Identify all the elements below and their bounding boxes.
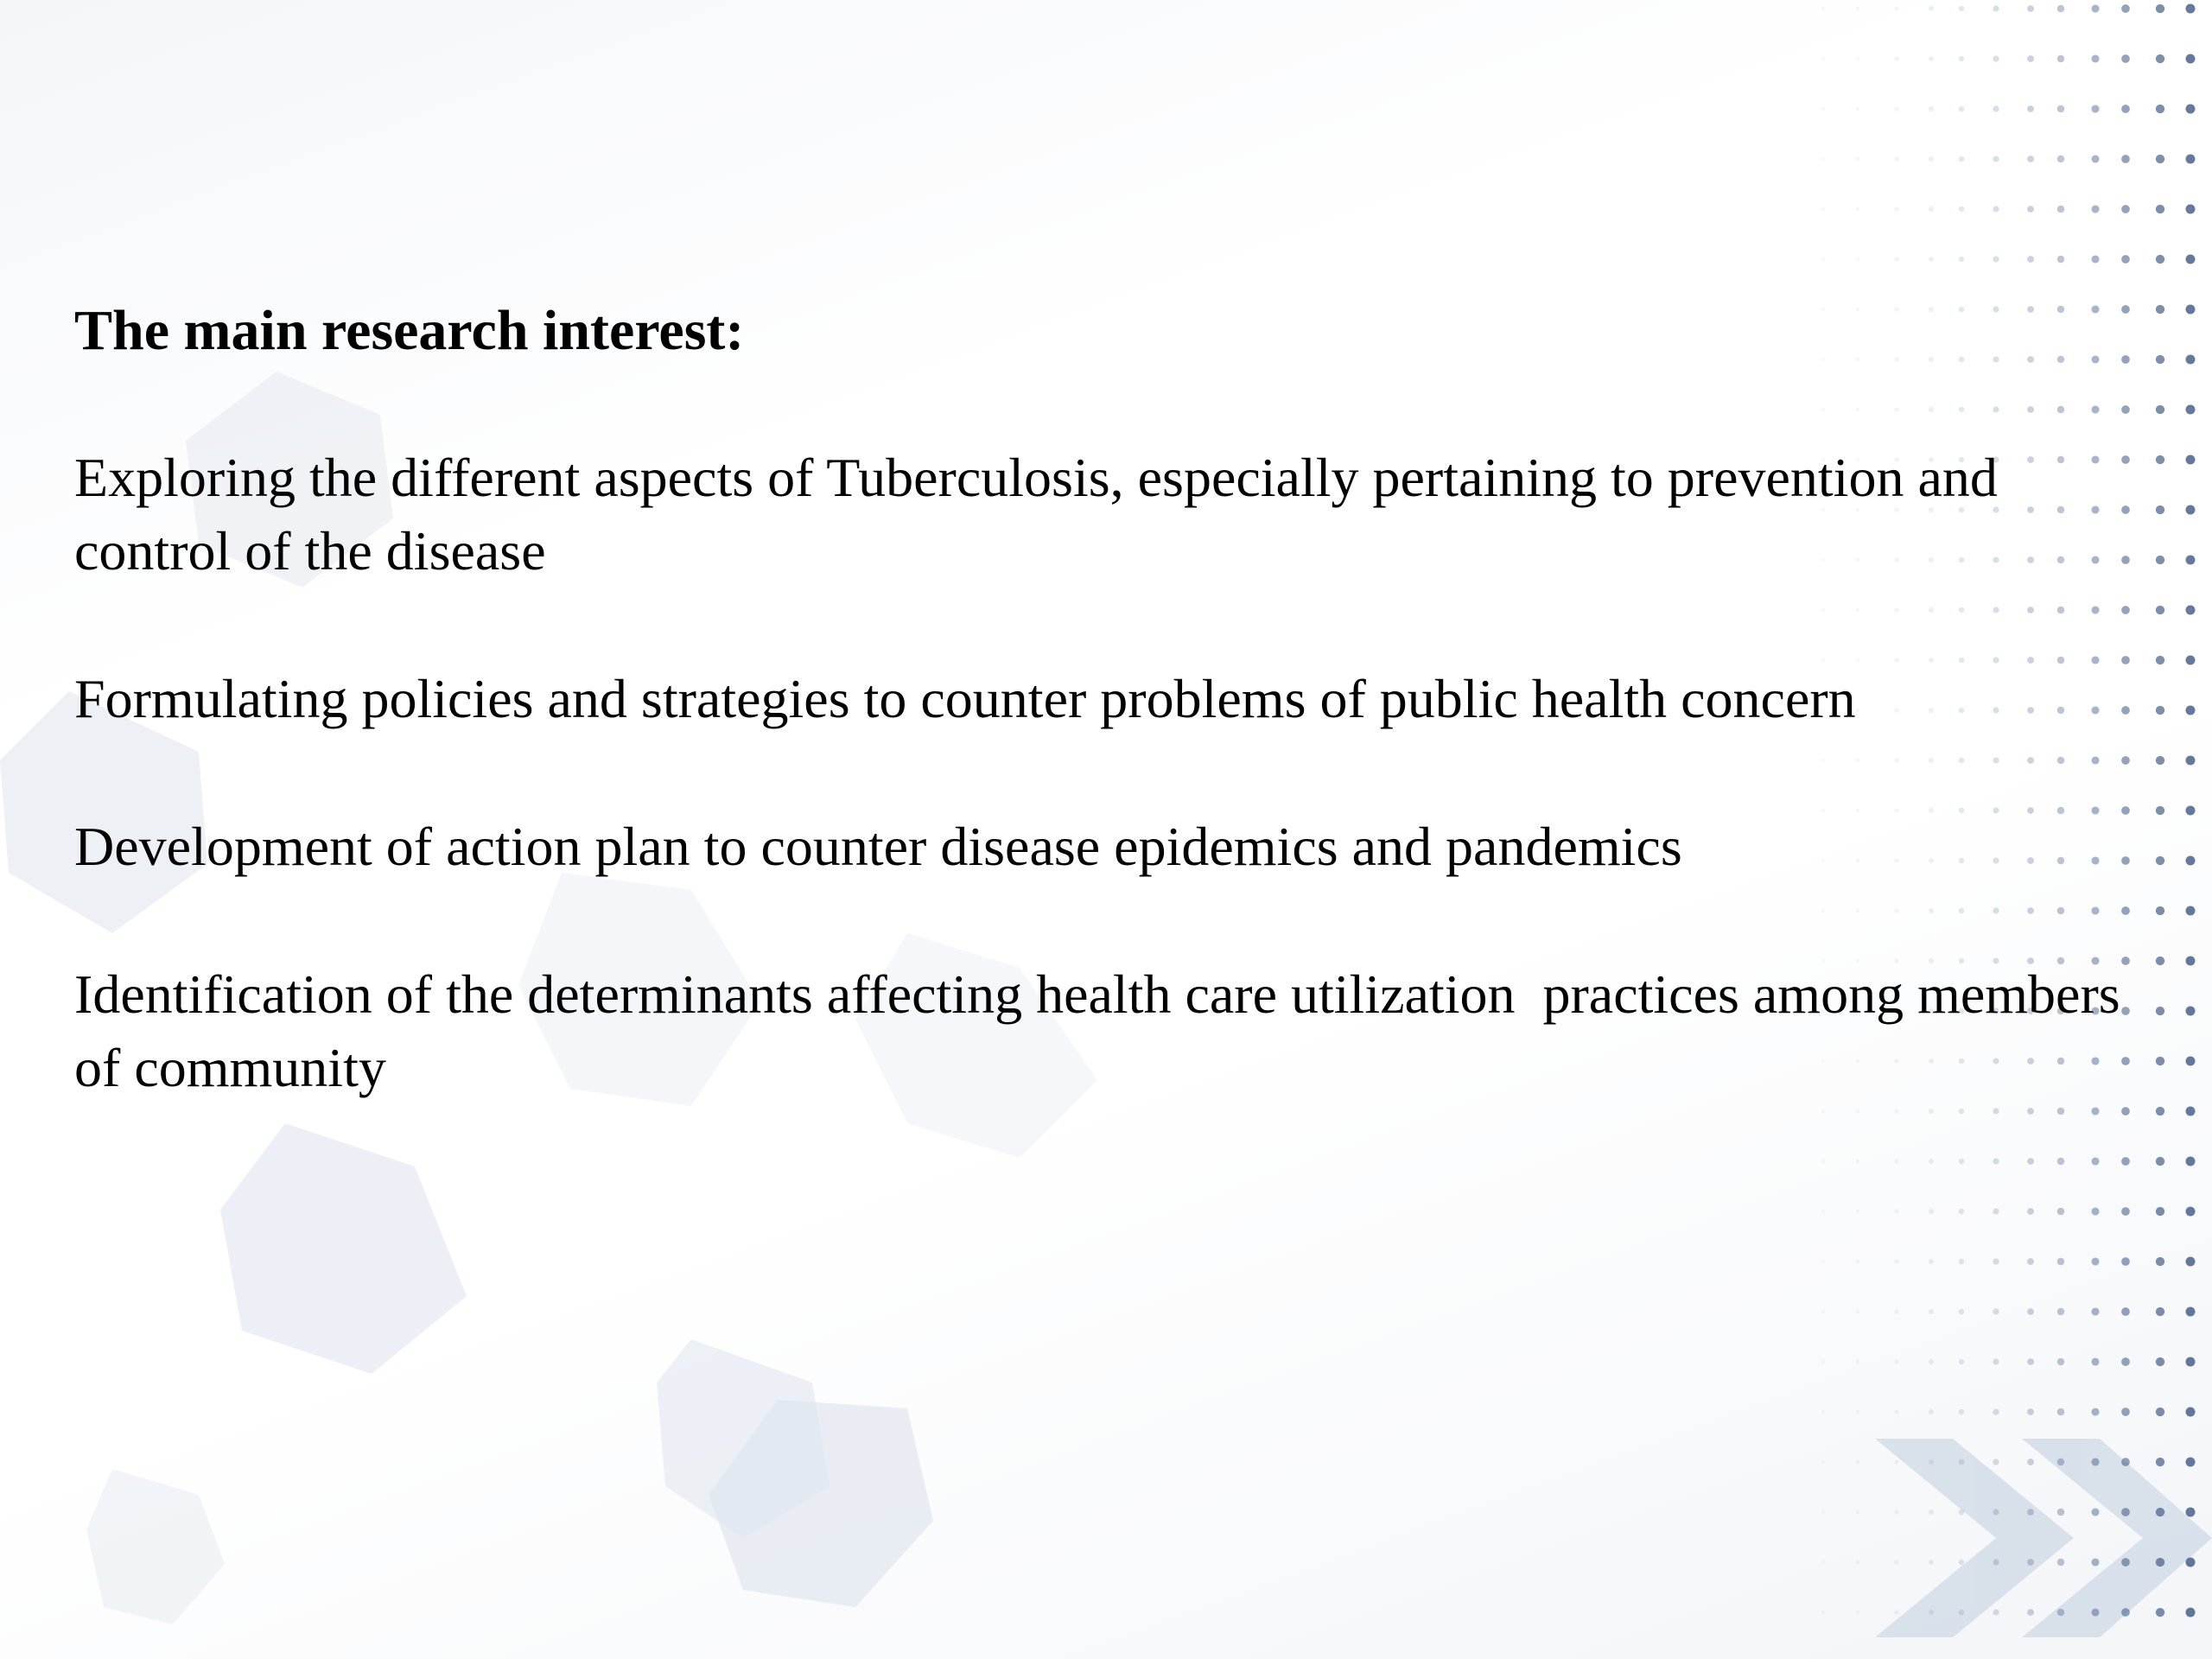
decorative-dot [1993, 1408, 1999, 1414]
decorative-dot [1993, 105, 1999, 111]
decorative-dot [1929, 257, 1934, 262]
decorative-dot [2121, 1458, 2130, 1466]
decorative-dot [1929, 207, 1934, 212]
decorative-dot [2186, 1157, 2196, 1166]
decorative-dot [2027, 1459, 2034, 1465]
decorative-dot [2091, 155, 2099, 162]
decorative-dot [1929, 6, 1934, 11]
decorative-dot [2121, 1558, 2130, 1567]
decorative-dot [1993, 256, 1999, 262]
decorative-dot [2027, 1258, 2034, 1265]
decorative-dot [2156, 155, 2164, 163]
decorative-dot [2121, 1608, 2130, 1617]
decorative-dot [1959, 56, 1965, 62]
decorative-dot [2057, 1559, 2064, 1566]
decorative-dot [1993, 1208, 1999, 1214]
decorative-dot [1993, 1358, 1999, 1364]
decorative-dot [2121, 1508, 2130, 1516]
decorative-dot [2121, 105, 2130, 113]
decorative-dot [2186, 1207, 2196, 1217]
decorative-dot [2186, 906, 2196, 916]
decorative-dot [2091, 1508, 2099, 1516]
decorative-dot [1894, 1610, 1898, 1614]
decorative-dot [1959, 1259, 1965, 1265]
decorative-dot [2027, 156, 2034, 162]
decorative-dot [1856, 1560, 1860, 1565]
decorative-dot [1929, 1209, 1934, 1214]
decorative-dot [2156, 1107, 2164, 1116]
decorative-dot [1929, 1259, 1934, 1264]
decorative-dot [2186, 1307, 2196, 1317]
decorative-dot [1993, 1459, 1999, 1465]
decorative-dot [1856, 1410, 1860, 1414]
decorative-dot [2156, 1157, 2164, 1166]
decorative-dot [1821, 1510, 1825, 1514]
decorative-dot [2186, 305, 2196, 315]
decorative-dot [1894, 1309, 1898, 1313]
decorative-dot [1894, 1560, 1898, 1564]
decorative-dot [1959, 1610, 1965, 1616]
chevron-decoration [1875, 1439, 2212, 1637]
decorative-dot [1821, 1611, 1825, 1614]
decorative-dot [2091, 1608, 2099, 1616]
decorative-dot [1929, 1510, 1934, 1515]
decorative-dot [1856, 1360, 1860, 1364]
decorative-dot [1856, 1611, 1860, 1615]
decorative-dot [1821, 1210, 1825, 1213]
decorative-dot [2156, 205, 2164, 213]
decorative-dot [2156, 906, 2164, 915]
decorative-dot [2091, 1408, 2099, 1415]
decorative-dot [1856, 1210, 1860, 1214]
decorative-dot [1821, 1360, 1825, 1363]
decorative-dot [2121, 1207, 2130, 1216]
decorative-dot [2027, 256, 2034, 263]
decorative-dot [2186, 1007, 2196, 1016]
decorative-dot [1993, 1559, 1999, 1565]
slide-heading: The main research interest: [74, 299, 745, 362]
decorative-dot [2186, 1257, 2196, 1267]
decorative-dot [1856, 1310, 1860, 1314]
decorative-dot [2057, 55, 2064, 62]
decorative-dot [2091, 4, 2099, 12]
decorative-dot [2186, 54, 2196, 64]
decorative-dot [2091, 1307, 2099, 1315]
research-interest-item: Development of action plan to counter disease epidemics and pandemics [74, 816, 1682, 877]
decorative-dot [1821, 1310, 1825, 1313]
decorative-dot [2156, 556, 2164, 564]
decorative-dot [2156, 957, 2164, 965]
decorative-dot [2027, 1408, 2034, 1415]
decorative-dot [1929, 1459, 1934, 1465]
decorative-dot [2027, 1208, 2034, 1215]
decorative-dot [2121, 4, 2130, 13]
decorative-dot [1856, 207, 1860, 212]
decorative-dot [1821, 1410, 1825, 1414]
decorative-dot [2121, 54, 2130, 63]
decorative-dot [1856, 1260, 1860, 1264]
decorative-dot [2091, 1207, 2099, 1215]
decorative-dot [2186, 957, 2196, 966]
decorative-dot [2156, 606, 2164, 614]
decorative-dot [2156, 405, 2164, 414]
decorative-dot [2121, 1307, 2130, 1316]
decorative-dot [2091, 1558, 2099, 1566]
decorative-dot [2156, 1458, 2164, 1466]
decorative-dot [2186, 505, 2196, 515]
decorative-dot [1959, 1209, 1965, 1215]
decorative-dot [1856, 157, 1860, 162]
decorative-dot [1959, 1459, 1965, 1465]
decorative-dot [2057, 5, 2064, 12]
decorative-dot [2121, 1257, 2130, 1266]
decorative-dot [1894, 1510, 1898, 1514]
decorative-dot [1993, 1308, 1999, 1314]
decorative-dot [1856, 57, 1860, 61]
decorative-dot [2186, 706, 2196, 715]
decorative-dot [2186, 205, 2196, 214]
decorative-dot [2156, 856, 2164, 865]
decorative-dot [2027, 1559, 2034, 1566]
decorative-dot [2186, 455, 2196, 465]
decorative-dot [2057, 1358, 2064, 1365]
decorative-dot [2156, 1357, 2164, 1366]
decorative-dot [1894, 156, 1898, 161]
decorative-dot [2121, 205, 2130, 213]
decorative-dot [2156, 706, 2164, 715]
decorative-dot [2156, 756, 2164, 765]
decorative-dot [2057, 1459, 2064, 1465]
decorative-dot [1821, 1560, 1825, 1564]
decorative-dot [2156, 656, 2164, 664]
slide-content [74, 294, 2134, 1179]
decorative-dot [2091, 54, 2099, 62]
research-interest-item: Exploring the different aspects of Tuberculosis, especially pertaining to prevention and control of the disease [74, 447, 2012, 582]
decorative-dot [1894, 1209, 1898, 1213]
decorative-dot [1929, 156, 1934, 162]
decorative-dot [1959, 207, 1965, 213]
decorative-dot [2057, 1308, 2064, 1315]
decorative-dot [2027, 1609, 2034, 1616]
decorative-dot [2156, 54, 2164, 63]
decorative-dot [2156, 1307, 2164, 1316]
decorative-dot [2186, 856, 2196, 866]
decorative-dot [2156, 1007, 2164, 1015]
decorative-dot [1993, 1258, 1999, 1264]
decorative-dot [1821, 7, 1825, 10]
decorative-dot [1929, 1409, 1934, 1414]
decorative-dot [1929, 1359, 1934, 1364]
decorative-dot [1929, 1560, 1934, 1565]
research-interest-item: Identification of the determinants affecting health care utilization practices among members of community [74, 963, 2134, 1098]
decorative-dot [1894, 1359, 1898, 1363]
decorative-dot [2156, 1558, 2164, 1567]
decorative-dot [2186, 105, 2196, 114]
decorative-dot [1929, 1610, 1934, 1615]
decorative-dot [2156, 105, 2164, 113]
decorative-dot [1821, 257, 1825, 261]
decorative-dot [2156, 505, 2164, 514]
decorative-dot [1894, 1259, 1898, 1263]
decorative-dot [2156, 1608, 2164, 1617]
decorative-dot [2057, 1408, 2064, 1415]
decorative-dot [2027, 105, 2034, 112]
decorative-dot [1894, 1409, 1898, 1414]
decorative-dot [1894, 106, 1898, 111]
decorative-dot [2121, 1357, 2130, 1366]
decorative-dot [1959, 257, 1965, 263]
decorative-dot [2186, 1508, 2196, 1517]
decorative-dot [2186, 405, 2196, 415]
decorative-dot [2156, 1257, 2164, 1266]
decorative-dot [2186, 556, 2196, 565]
decorative-dot [2156, 1408, 2164, 1416]
decorative-dot [2156, 355, 2164, 364]
decorative-dot [2156, 305, 2164, 314]
decorative-dot [2027, 1358, 2034, 1365]
decorative-dot [1993, 206, 1999, 212]
decorative-dot [2027, 55, 2034, 62]
decorative-dot [1929, 56, 1934, 61]
decorative-dot [2091, 1357, 2099, 1365]
decorative-dot [2057, 105, 2064, 112]
decorative-dot [2186, 4, 2196, 14]
decorative-dot [2121, 1408, 2130, 1416]
decorative-dot [1894, 207, 1898, 211]
decorative-dot [1959, 1409, 1965, 1415]
decorative-dot [2186, 1408, 2196, 1417]
decorative-dot [1856, 257, 1860, 262]
decorative-dot [1959, 156, 1965, 162]
decorative-dot [1959, 1560, 1965, 1566]
decorative-dot [1993, 156, 1999, 162]
decorative-dot [1929, 1309, 1934, 1314]
decorative-dot [2186, 606, 2196, 615]
decorative-dot [1959, 1359, 1965, 1365]
decorative-dot [2091, 205, 2099, 213]
decorative-dot [2156, 1508, 2164, 1516]
decorative-dot [2156, 1057, 2164, 1065]
decorative-dot [2057, 1258, 2064, 1265]
decorative-dot [1894, 1459, 1898, 1464]
research-interest-item: Formulating policies and strategies to counter problems of public health concern [74, 668, 1856, 729]
decorative-dot [1993, 55, 1999, 61]
decorative-dot [1993, 1609, 1999, 1615]
decorative-dot [2091, 1257, 2099, 1265]
decorative-dot [2186, 1458, 2196, 1467]
decorative-dot [2186, 1558, 2196, 1567]
decorative-dot [1894, 6, 1898, 10]
decorative-dot [2156, 1207, 2164, 1216]
decorative-dot [2156, 455, 2164, 464]
decorative-dot [2091, 105, 2099, 112]
decorative-dot [1993, 1509, 1999, 1515]
decorative-dot [2057, 256, 2064, 263]
decorative-dot [2027, 5, 2034, 12]
decorative-dot [2186, 255, 2196, 264]
decorative-dot [2057, 1609, 2064, 1616]
decorative-dot [1821, 1260, 1825, 1263]
decorative-dot [2027, 206, 2034, 213]
decorative-dot [2121, 255, 2130, 264]
decorative-dot [2156, 255, 2164, 264]
decorative-dot [2027, 1509, 2034, 1516]
decorative-dot [2186, 1107, 2196, 1116]
decorative-dot [2057, 206, 2064, 213]
decorative-dot [1821, 57, 1825, 60]
decorative-dot [1959, 1309, 1965, 1315]
decorative-dot [2156, 806, 2164, 815]
decorative-dot [1959, 1510, 1965, 1516]
decorative-dot [2057, 1208, 2064, 1215]
decorative-dot [1894, 257, 1898, 261]
decorative-dot [1821, 107, 1825, 111]
decorative-dot [2186, 756, 2196, 766]
decorative-dot [1993, 5, 1999, 11]
decorative-dot [1959, 106, 1965, 112]
decorative-dot [1959, 6, 1965, 12]
decorative-dot [2186, 1357, 2196, 1367]
decorative-dot [2186, 355, 2196, 365]
decorative-dot [2186, 806, 2196, 816]
decorative-dot [2186, 155, 2196, 164]
decorative-dot [2057, 1509, 2064, 1516]
decorative-dot [2027, 1308, 2034, 1315]
decorative-dot [1856, 1460, 1860, 1465]
decorative-dot [1856, 1510, 1860, 1515]
decorative-dot [2057, 156, 2064, 162]
decorative-dot [2186, 656, 2196, 665]
decorative-dot [1821, 207, 1825, 211]
decorative-dot [1929, 106, 1934, 111]
decorative-dot [1821, 157, 1825, 161]
decorative-dot [2091, 1458, 2099, 1465]
decorative-dot [1856, 7, 1860, 11]
decorative-dot [2186, 1608, 2196, 1618]
decorative-dot [2186, 1057, 2196, 1066]
decorative-dot [2091, 255, 2099, 263]
decorative-dot [1856, 107, 1860, 111]
decorative-dot [2121, 155, 2130, 163]
decorative-dot [2156, 4, 2164, 13]
decorative-dot [1894, 56, 1898, 60]
decorative-dot [1821, 1460, 1825, 1464]
